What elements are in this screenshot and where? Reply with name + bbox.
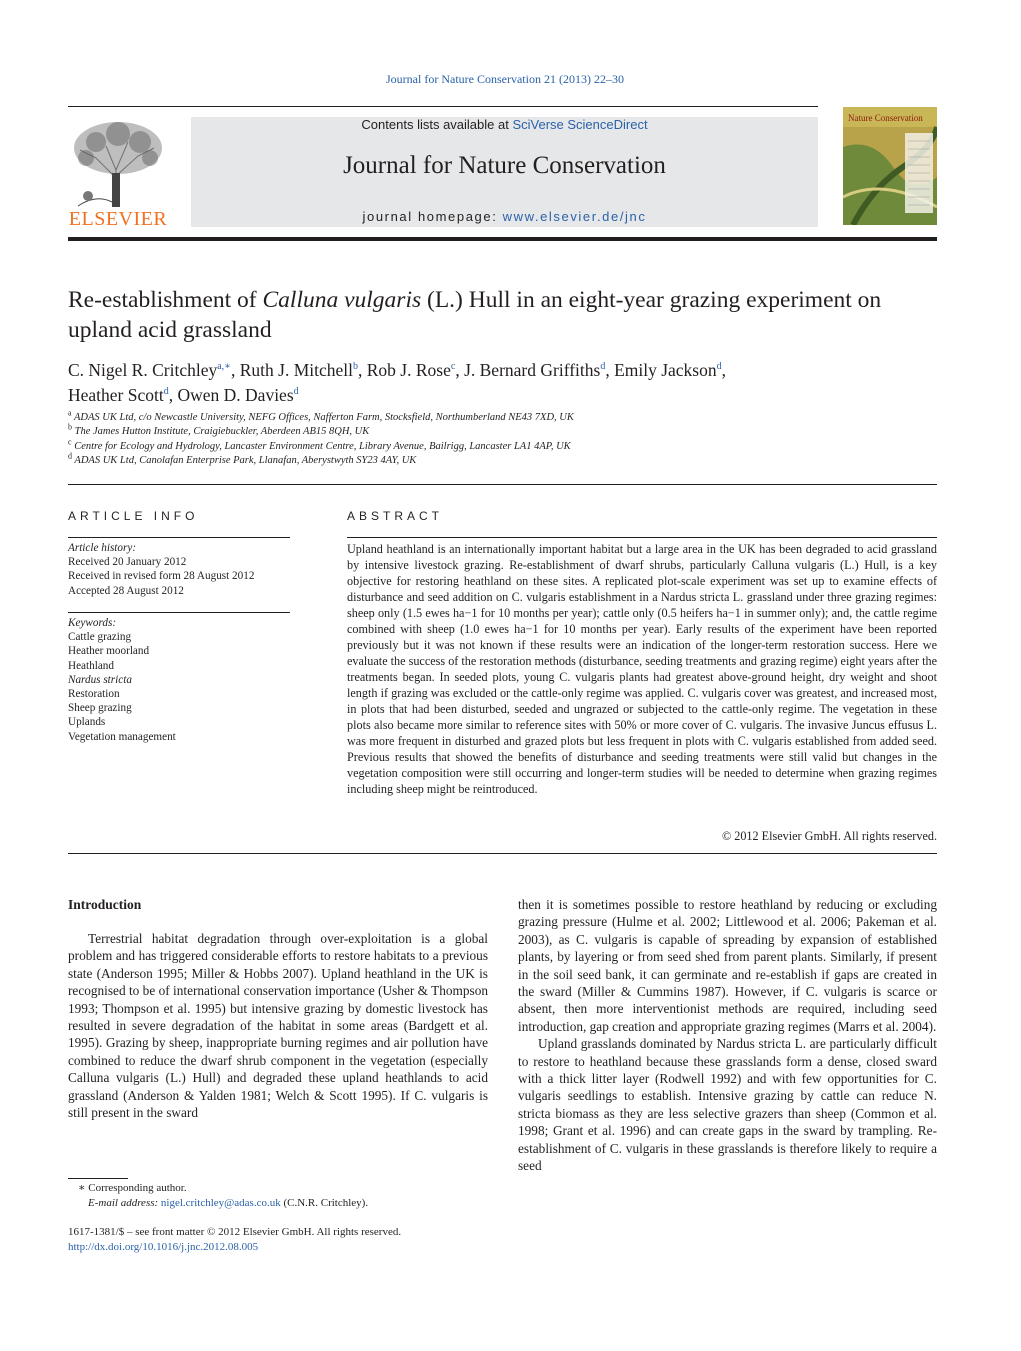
title-species: Calluna vulgaris [262,287,422,313]
contents-prefix: Contents lists available at [361,117,513,132]
contents-line [191,117,818,132]
copyright-line: © 2012 Elsevier GmbH. All rights reserved. [721,829,937,843]
body-paragraph: then it is sometimes possible to restore heathland by reducing or excluding grazing pressure (Hulme et al. 2002; Littlewood et al. 2006; Pakeman et al. 2003), as C. vulgaris is capable of spreading by expansion of established plants, by layering or from seed shed from parent plants. Similarly, if present in the soil seed bank, it can germinate and re-establish if gaps are created in the sward (Miller & Cummins 1987). However, if C. vulgaris is scarce or absent, then more interventionist methods are required, including seed introduction, gap creation and appropriate grazing regimes (Marrs et al. 2004). [518,897,937,1034]
author-separator: , [605,359,615,380]
author-name: Emily Jackson [614,359,717,380]
body-paragraph: Terrestrial habitat degradation through over-exploitation is a global problem and has triggered considerable efforts to restore habitats to a previous state (Anderson 1995; Miller & Hobbs 2007). Upland heathland in the UK is recognised to be of international conservation importance (Usher & Thompson 1993; Thompson et al. 1995) but intensive grazing by domestic livestock has resulted in severe degradation of the habitat in some areas (Bardgett et al. 1995). Grazing by sheep, inappropriate burning regimes and air pollution have combined to reduce the dwarf shrub component in the vegetation (especially Calluna vulgaris (L.) Hull) and degraded these upland heathlands to acid grassland (Anderson & Yalden 1981; Welch & Scott 1995). If C. vulgaris is still present in the sward [68,931,488,1121]
section-rule [68,853,937,854]
keywords-label: Keywords: [68,617,117,629]
sciencedirect-link[interactable]: SciVerse ScienceDirect [512,117,648,132]
keyword: Heather moorland [68,645,150,658]
author-name: Owen D. Davies [177,384,294,405]
keyword: Cattle grazing [68,631,132,644]
cover-title: Nature Conservation [848,113,923,123]
author-separator: , [721,359,726,380]
author-affiliation-marker[interactable]: b [353,361,358,372]
doi-link[interactable]: http://dx.doi.org/10.1016/j.jnc.2012.08.005 [68,1241,259,1253]
header-thick-rule [68,237,937,241]
title-part: (L.) Hull in an eight-year grazing experiment on upland acid grassland [68,287,882,343]
author-affiliation-marker[interactable]: d [600,361,606,372]
author-name: Ruth J. Mitchell [239,359,353,380]
affiliation-text: The James Hutton Institute, Craigiebuckler, Aberdeen AB15 8QH, UK [72,426,370,438]
author-list [68,356,948,406]
affiliation-text: ADAS UK Ltd, c/o Newcastle University, NEFG Offices, Nafferton Farm, Stocksfield, Northumberland NE43 7XD, UK [71,412,574,423]
journal-name: Journal for Nature Conservation [343,152,666,179]
author-separator: , [358,359,367,380]
history-entry: Accepted 28 August 2012 [68,584,184,597]
affiliation-text: Centre for Ecology and Hydrology, Lancaster Environment Centre, Library Avenue, Bailrigg, Lancaster LA1 4AP, UK [71,440,571,452]
author-name: Heather Scott [68,384,164,405]
affiliation-key: b [68,422,72,432]
issn-line: 1617-1381/$ – see front matter © 2012 Elsevier GmbH. All rights reserved. [68,1226,402,1238]
footnote-rule [68,1178,128,1179]
author-separator: , [230,359,240,380]
affiliation [68,451,948,468]
affiliation-key: a [68,408,72,418]
section-rule [68,484,937,485]
introduction-heading: Introduction [68,897,142,912]
keyword: Vegetation management [68,730,176,743]
affiliation-key: c [68,437,72,447]
keywords-rule [68,612,290,613]
author-affiliation-marker[interactable]: a,∗ [217,361,231,372]
journal-citation[interactable]: Journal for Nature Conservation 21 (2013) 22–30 [386,72,624,86]
affiliation-text: ADAS UK Ltd, Canolafan Enterprise Park, Llanafan, Aberystwyth SY23 4AY, UK [72,454,417,466]
article-history [68,541,298,598]
body-paragraph: Upland grasslands dominated by Nardus stricta L. are particularly difficult to restore to heathland because these grasslands form a dense, closed sward with a thick litter layer (Rodwell 1992) and with few opportunities for C. vulgaris seedlings to establish. Intensive grazing by cattle can reduce N. stricta biomass as they are less selective grazers than sheep (Common et al. 1998; Grant et al. 1996) and can create gaps in the sward by trampling. Re-establishment of C. vulgaris in these grasslands is therefore likely to require a seed [518,1036,937,1174]
author-name: C. Nigel R. Critchley [68,359,218,380]
body-column-right [518,896,937,1175]
article-title [68,285,948,345]
affiliation [68,422,948,439]
keyword: Nardus stricta [68,673,132,686]
abstract-heading: ABSTRACT [347,509,444,523]
abstract-rule [347,537,937,538]
corresponding-footnote [68,1181,488,1211]
affiliation [68,408,948,425]
keyword: Restoration [68,688,120,701]
issn-block [68,1225,488,1255]
email-suffix: (C.N.R. Critchley). [280,1197,369,1209]
body-column-left [68,930,488,1121]
author-name: J. Bernard Griffiths [464,359,601,380]
affiliation-list [68,408,948,468]
homepage-line [191,209,818,224]
keyword: Uplands [68,716,106,729]
affiliation [68,437,948,454]
author-separator: , [455,359,465,380]
article-info-rule [68,537,290,538]
abstract-text: Upland heathland is an internationally important habitat but a large area in the UK has been degraded to acid grassland by intensive livestock grazing. Re-establishment of dwarf shrubs, particularly Calluna vulgaris (L.) Hull, is a key objective for restoring heathland on these sites. A replicated plot-scale experiment was set up to examine effects of disturbance and seed addition on C. vulgaris establishment in a Nardus stricta L. grassland under three grazing regimes: sheep only (1.5 ewes ha−1 for 10 months per year); cattle only (0.5 heifers ha−1 in summer only); and, the cattle regime combined with sheep (1.0 ewes ha−1 for 10 months per year). Early results of the experiment have been reported previously but it was not known if these results were an indication of the longer-term restoration success. Here we evaluate the success of the restoration methods (disturbance, seeding treatments and grazing regime) eight years after the treatments began. In seeded plots, young C. vulgaris plants had greatest above-ground height, dry weight and shoot length if grazing was excluded or the cattle-only regime was applied. C. vulgaris cover was greatest, and increased most, in plots that had been disturbed, seeded and ungrazed or subjected to the cattle-only regime. The vegetation in these plots also became more similar to reference sites with 50% or more cover of C. vulgaris. The invasive Juncus effusus L. was more frequent in disturbed and grazed plots but less frequent in plots with C. vulgaris established from added seed. Previous results that showed the benefits of disturbance and seeding treatments were still valid but changes in the vegetation composition were still occurring and longer-term studies will be needed to determine when grazing regimes including sheep might be reintroduced. [347,542,937,796]
author-affiliation-marker[interactable]: d [716,361,722,372]
keyword: Sheep grazing [68,702,132,715]
homepage-prefix: journal homepage: [362,209,503,224]
article-info-heading: ARTICLE INFO [68,509,199,523]
history-label: Article history: [68,542,137,554]
corresponding-author-note: ∗ Corresponding author. [78,1182,187,1194]
author-name: Rob J. Rose [366,359,451,380]
author-separator: , [168,384,178,405]
history-entry: Received 20 January 2012 [68,556,187,569]
author-affiliation-marker[interactable]: d [163,385,169,397]
author-affiliation-marker[interactable]: d [293,385,299,397]
author-affiliation-marker[interactable]: c [450,361,456,372]
homepage-link[interactable]: www.elsevier.de/jnc [502,209,647,224]
keyword: Heathland [68,659,114,672]
elsevier-wordmark: ELSEVIER [68,208,168,230]
keywords-block [68,616,298,744]
journal-cover-image [843,107,937,225]
email-label: E-mail address: [88,1197,161,1209]
history-entry: Received in revised form 28 August 2012 [68,570,255,583]
title-part: Re-establishment of [68,287,263,313]
email-link[interactable]: nigel.critchley@adas.co.uk [160,1197,281,1209]
header-rule [68,106,818,107]
affiliation-key: d [68,451,72,461]
